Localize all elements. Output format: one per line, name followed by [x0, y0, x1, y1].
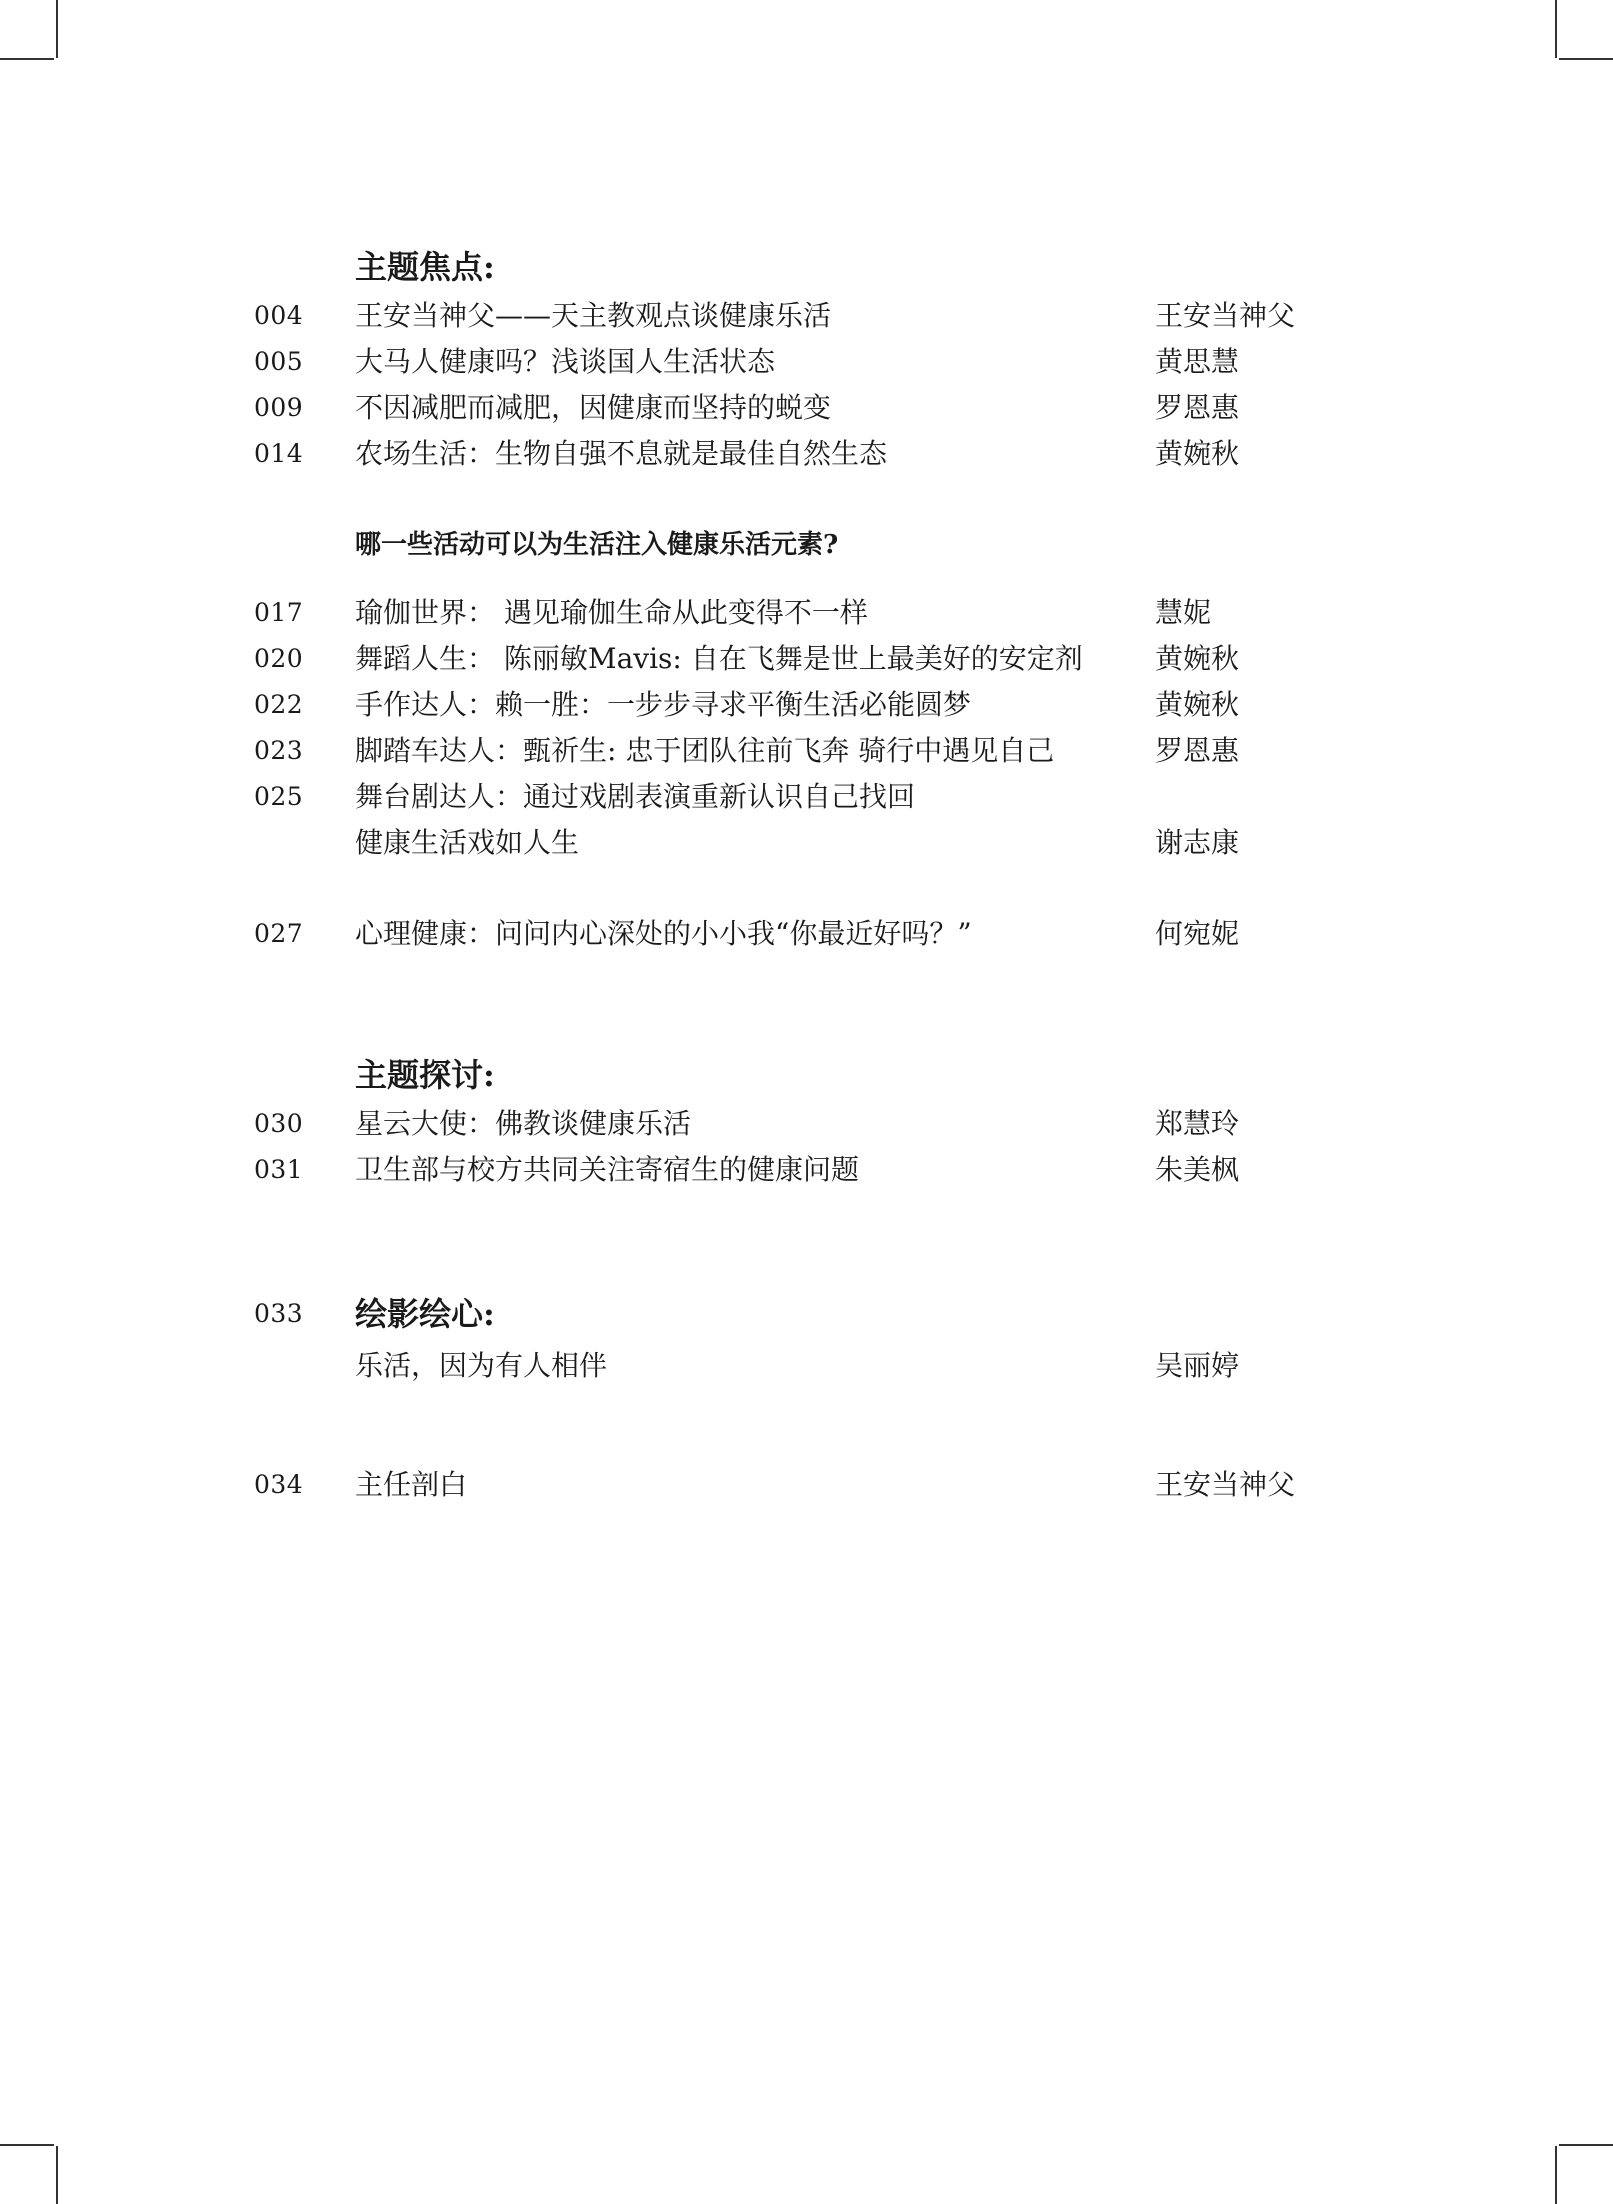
- entry-author: 罗恩惠: [1155, 391, 1240, 424]
- page-number: 017: [254, 598, 304, 627]
- page-number: 034: [254, 1470, 304, 1499]
- entry-author: 黄婉秋: [1155, 688, 1240, 721]
- entry-title: 主任剖白: [355, 1468, 468, 1501]
- entry-author: 何宛妮: [1155, 917, 1240, 950]
- toc-entry: [0, 728, 1613, 774]
- entry-author: 慧妮: [1155, 596, 1212, 629]
- entry-title: 星云大使：佛教谈健康乐活: [355, 1107, 692, 1140]
- entry-title: 脚踏车达人：甄祈生: 忠于团队往前飞奔 骑行中遇见自己: [355, 734, 1055, 767]
- page-number: 022: [254, 690, 304, 719]
- entry-author: 黄婉秋: [1155, 642, 1240, 675]
- crop-mark: [1559, 2144, 1613, 2146]
- page-number: 025: [254, 782, 304, 811]
- crop-mark: [1555, 2146, 1557, 2204]
- crop-mark: [56, 2146, 58, 2204]
- page-number: 027: [254, 919, 304, 948]
- entry-title: 不因减肥而减肥，因健康而坚持的蜕变: [355, 391, 832, 424]
- entry-author: 吴丽婷: [1155, 1349, 1240, 1382]
- toc-entry: [0, 431, 1613, 477]
- toc-entry: [0, 1462, 1613, 1508]
- toc-entry: [0, 385, 1613, 431]
- entry-title: 舞台剧达人：通过戏剧表演重新认识自己找回: [355, 780, 916, 813]
- entry-author: 朱美枫: [1155, 1153, 1240, 1186]
- page-number: 033: [254, 1299, 304, 1328]
- toc-entry: [0, 1101, 1613, 1147]
- entry-author: 谢志康: [1155, 826, 1240, 859]
- entry-title: 瑜伽世界： 遇见瑜伽生命从此变得不一样: [355, 596, 868, 629]
- toc-entry: [0, 1147, 1613, 1193]
- entry-author: 罗恩惠: [1155, 734, 1240, 767]
- entry-title: 大马人健康吗？浅谈国人生活状态: [355, 345, 776, 378]
- page-number: 031: [254, 1155, 304, 1184]
- entry-author: 王安当神父: [1155, 299, 1296, 332]
- toc-entry: [0, 682, 1613, 728]
- page-number: 004: [254, 301, 304, 330]
- toc-entry: [0, 590, 1613, 636]
- entry-title: 王安当神父——天主教观点谈健康乐活: [355, 299, 832, 332]
- toc-entry: [0, 636, 1613, 682]
- entry-author: 郑慧玲: [1155, 1107, 1240, 1140]
- toc-entry: [0, 911, 1613, 957]
- entry-title: 舞蹈人生： 陈丽敏Mavis: 自在飞舞是世上最美好的安定剂: [355, 642, 1083, 675]
- entry-title: 心理健康：问问内心深处的小小我“你最近好吗？”: [355, 917, 972, 950]
- entry-author: 黄思慧: [1155, 345, 1240, 378]
- page-number: 014: [254, 439, 304, 468]
- entry-author: 黄婉秋: [1155, 437, 1240, 470]
- toc-entry: [0, 293, 1613, 339]
- page-number: 030: [254, 1109, 304, 1138]
- toc-entry: [0, 339, 1613, 385]
- section-heading: 主题探讨:: [355, 1056, 495, 1094]
- page-number: 023: [254, 736, 304, 765]
- page-number: 005: [254, 347, 304, 376]
- entry-title: 卫生部与校方共同关注寄宿生的健康问题: [355, 1153, 860, 1186]
- page-number: 020: [254, 644, 304, 673]
- crop-mark: [0, 58, 54, 60]
- section-subheading: 哪一些活动可以为生活注入健康乐活元素?: [355, 530, 839, 560]
- entry-author: 王安当神父: [1155, 1468, 1296, 1501]
- entry-title: 农场生活：生物自强不息就是最佳自然生态: [355, 437, 888, 470]
- crop-mark: [0, 2144, 54, 2146]
- page-number: 009: [254, 393, 304, 422]
- section-heading: 主题焦点:: [355, 248, 495, 286]
- toc-entry: [0, 1343, 1613, 1389]
- crop-mark: [1555, 0, 1557, 58]
- toc-entry: [0, 820, 1613, 866]
- crop-mark: [1559, 58, 1613, 60]
- toc-entry: [0, 774, 1613, 820]
- section-heading: 绘影绘心:: [355, 1295, 495, 1333]
- entry-title: 手作达人：赖一胜：一步步寻求平衡生活必能圆梦: [355, 688, 972, 721]
- entry-title: 健康生活戏如人生: [355, 826, 580, 859]
- entry-title: 乐活，因为有人相伴: [355, 1349, 608, 1382]
- section-heading-row: [0, 1291, 1613, 1337]
- crop-mark: [56, 0, 58, 58]
